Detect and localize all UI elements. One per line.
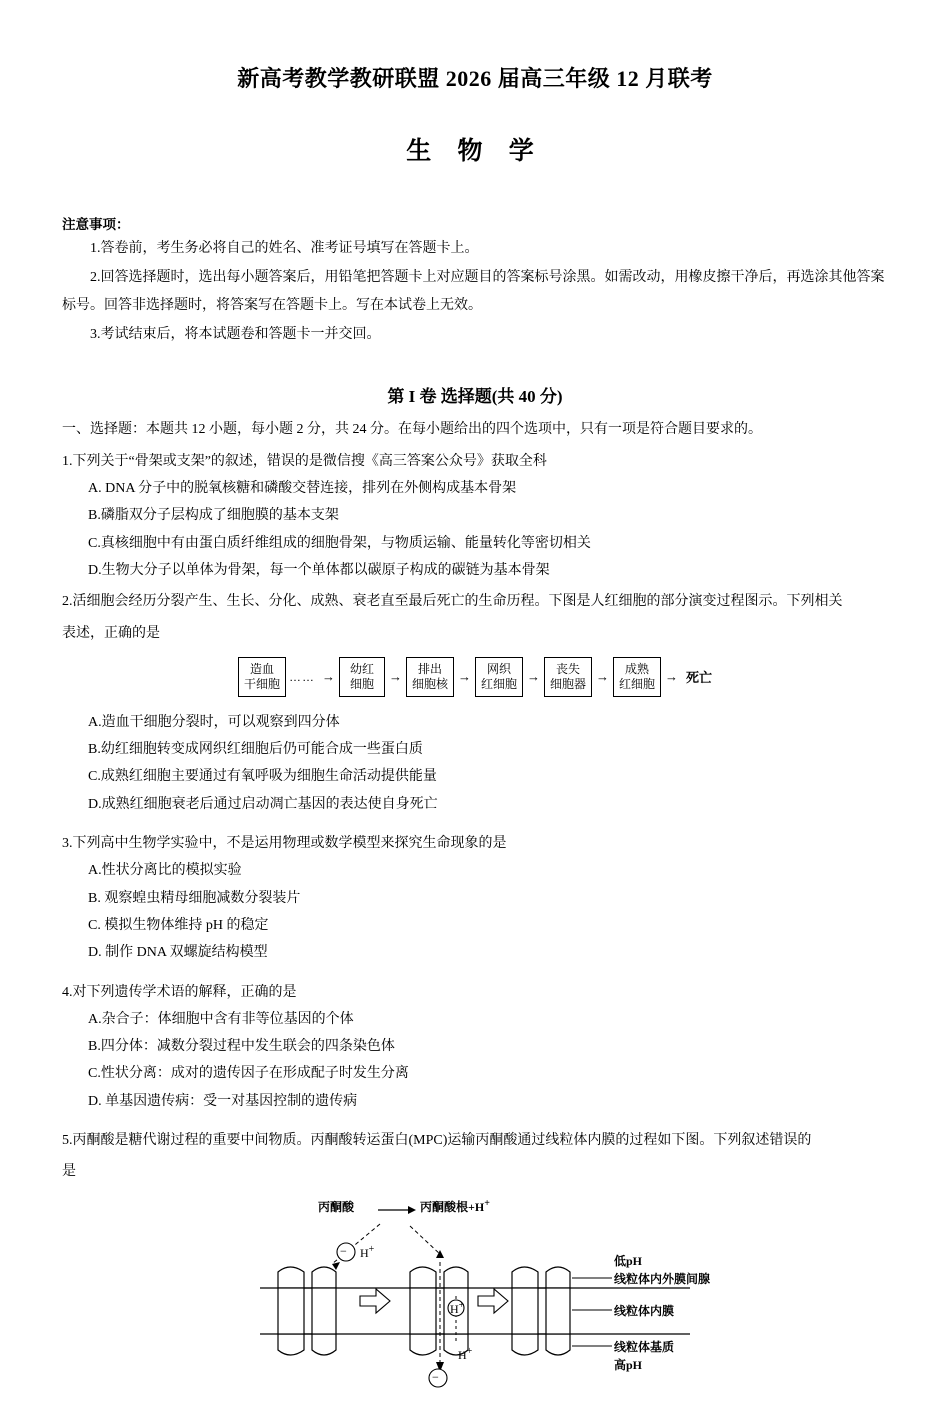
mpc-label-pyruvate: 丙酮酸 xyxy=(318,1199,355,1214)
question-4-option-b: B.四分体：减数分裂过程中发生联会的四条染色体 xyxy=(88,1039,395,1055)
mpc-proton-2-text: H xyxy=(450,1301,459,1316)
flow-arrow-icon: → xyxy=(321,669,335,685)
mpc-label-pyruvate-ion xyxy=(420,1198,490,1215)
figure-mpc-transport xyxy=(62,1196,888,1391)
mpc-charge-minus-1: − xyxy=(340,1243,347,1258)
question-3-option-a: A.性状分离比的模拟实验 xyxy=(88,863,242,879)
mpc-label-inner-membrane: 线粒体内膜 xyxy=(614,1303,675,1318)
mpc-proton-3-sup: + xyxy=(466,1345,473,1357)
flow-box-line: 丧失 xyxy=(556,661,581,676)
question-1-option-d: D.生物大分子以单体为骨架，每一个单体都以碳原子构成的碳链为基本骨架 xyxy=(88,562,550,578)
flow-arrow-icon: → xyxy=(596,669,610,685)
flow-dots: …… xyxy=(288,669,315,684)
flow-arrow-icon: → xyxy=(457,669,471,685)
question-3-option-b: B. 观察蝗虫精母细胞减数分裂装片 xyxy=(88,890,301,906)
question-4-option-d: D. 单基因遗传病：受一对基因控制的遗传病 xyxy=(88,1093,358,1109)
mpc-proton-1-sup: + xyxy=(368,1243,375,1255)
mpc-proton-1 xyxy=(360,1244,374,1261)
flow-box-line: 干细胞 xyxy=(243,676,280,691)
question-4-option-a: A.杂合子：体细胞中含有非等位基因的个体 xyxy=(88,1011,354,1027)
notice-item-2: 2.回答选择题时，选出每小题答案后，用铅笔把答题卡上对应题目的答案标号涂黑。如需改动，用橡皮擦干净后，再选涂其他答案标号。回答非选择题时，将答案写在答题卡上。写在本试卷上无效。 xyxy=(62,270,885,313)
flow-box-hematopoietic-stem-cell xyxy=(238,657,286,697)
mpc-label-superscript: + xyxy=(484,1197,490,1209)
question-1-option-a: A. DNA 分子中的脱氧核糖和磷酸交替连接，排列在外侧构成基本骨架 xyxy=(88,481,517,497)
notice-heading: 注意事项： xyxy=(62,217,130,232)
question-3-option-c: C. 模拟生物体维持 pH 的稳定 xyxy=(88,917,269,933)
flow-box-line: 成熟 xyxy=(625,661,650,676)
figure-red-blood-cell-flow xyxy=(62,657,888,697)
flow-box-mature-red-cell xyxy=(613,657,661,697)
question-2-stem-cont: 表述，正确的是 xyxy=(62,625,160,641)
mpc-proton-2-sup: + xyxy=(458,1299,465,1311)
flow-box-expel-nucleus xyxy=(406,657,454,697)
mpc-charge-minus-2: − xyxy=(432,1369,439,1384)
page-title: 新高考教学教研联盟 2026 届高三年级 12 月联考 xyxy=(237,66,713,91)
flow-end-label: 死亡 xyxy=(686,670,713,686)
mpc-label-pyruvate-ion-text: 丙酮酸根+H xyxy=(420,1199,485,1214)
mpc-label-intermembrane-space: 线粒体内外膜间腺 xyxy=(614,1271,711,1286)
question-2-option-a: A.造血干细胞分裂时，可以观察到四分体 xyxy=(88,714,340,730)
question-2-option-c: C.成熟红细胞主要通过有氧呼吸为细胞生命活动提供能量 xyxy=(88,769,437,785)
flow-box-line: 网织 xyxy=(486,661,511,676)
mpc-label-low-ph: 低pH xyxy=(614,1253,643,1268)
mpc-proton-2 xyxy=(450,1300,464,1317)
question-4-stem: 4.对下列遗传学术语的解释，正确的是 xyxy=(62,984,297,1000)
flow-arrow-icon: → xyxy=(388,669,402,685)
question-4-option-c: C.性状分离：成对的遗传因子在形成配子时发生分离 xyxy=(88,1066,409,1082)
question-5-stem-cont: 是 xyxy=(62,1164,76,1180)
notice-item-3: 3.考试结束后，将本试题卷和答题卡一并交回。 xyxy=(90,326,381,342)
question-5-stem: 5.丙酮酸是糖代谢过程的重要中间物质。丙酮酸转运蛋白(MPC)运输丙酮酸通过线粒体内膜的过程如下图。下列叙述错误的 xyxy=(62,1133,812,1149)
flow-arrow-icon: → xyxy=(527,669,540,685)
flow-box-line: 红细胞 xyxy=(480,676,517,691)
flow-box-reticulocyte xyxy=(475,657,523,697)
question-3-stem: 3.下列高中生物学实验中，不是运用物理或数学模型来探究生命现象的是 xyxy=(62,836,507,852)
subject-title: 生 物 学 xyxy=(406,138,544,165)
flow-box-lose-organelles xyxy=(544,657,592,697)
question-1-option-c: C.真核细胞中有由蛋白质纤维组成的细胞骨架，与物质运输、能量转化等密切相关 xyxy=(88,535,591,551)
mpc-label-matrix: 线粒体基质 xyxy=(614,1339,675,1354)
flow-box-line: 红细胞 xyxy=(619,676,656,691)
flow-box-line: 幼红 xyxy=(349,661,374,676)
question-1-option-b: B.磷脂双分子层构成了细胞膜的基本支架 xyxy=(88,508,339,524)
flow-box-line: 造血 xyxy=(249,661,274,676)
mpc-proton-3-text: H xyxy=(458,1347,467,1362)
mpc-proton-3 xyxy=(458,1346,472,1363)
mpc-proton-1-text: H xyxy=(360,1245,369,1260)
flow-box-line: 细胞 xyxy=(349,676,374,691)
part-intro: 一、选择题：本题共 12 小题，每小题 2 分，共 24 分。在每小题给出的四个选项中，只有一项是符合题目要求的。 xyxy=(62,422,762,438)
flow-box-line: 细胞核 xyxy=(411,676,448,691)
question-2-stem: 2.活细胞会经历分裂产生、生长、分化、成熟、衰老直至最后死亡的生命历程。下图是人红细胞的部分演变过程图示。下列相关 xyxy=(62,594,843,610)
flow-box-line: 排出 xyxy=(417,661,442,676)
question-1-stem: 1.下列关于“骨架或支架”的叙述，错误的是微信搜《高三答案公众号》获取全科 xyxy=(62,453,547,469)
flow-box-line: 细胞器 xyxy=(550,676,587,691)
question-2-option-b: B.幼红细胞转变成网织红细胞后仍可能合成一些蛋白质 xyxy=(88,742,423,758)
flow-arrow-icon: → xyxy=(665,669,679,685)
notice-item-1: 1.答卷前，考生务必将自己的姓名、准考证号填写在答题卡上。 xyxy=(90,241,479,256)
mpc-label-high-ph: 高pH xyxy=(614,1357,643,1372)
question-2-option-d: D.成熟红细胞衰老后通过启动凋亡基因的表达使自身死亡 xyxy=(88,796,438,812)
flow-box-young-red-cell xyxy=(339,657,385,697)
question-3-option-d: D. 制作 DNA 双螺旋结构模型 xyxy=(88,945,268,961)
section-title: 第 I 卷 选择题(共 40 分) xyxy=(387,387,563,407)
